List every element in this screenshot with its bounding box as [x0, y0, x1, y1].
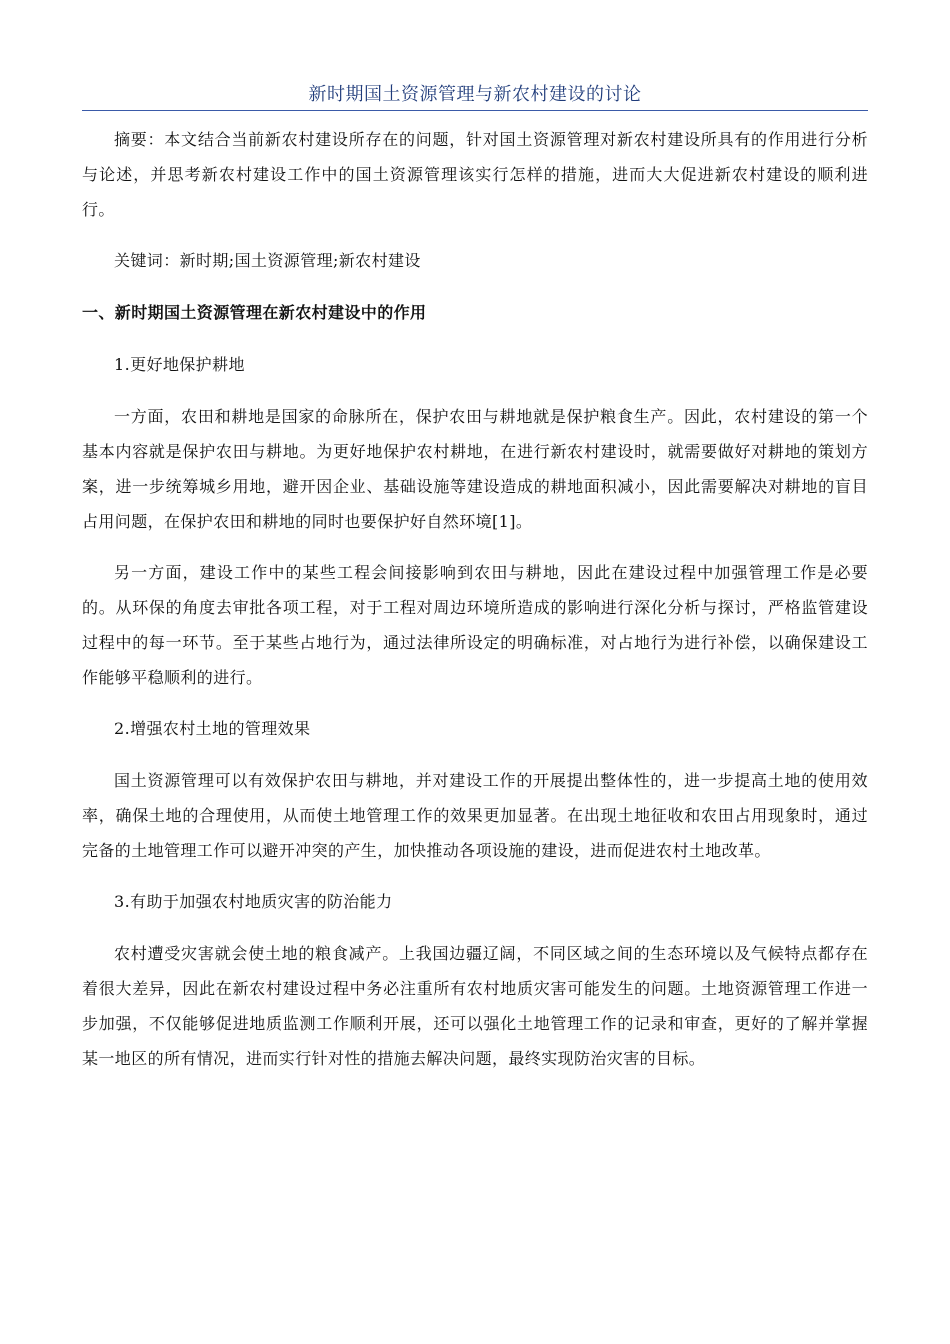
title-divider [82, 110, 868, 111]
subsection-heading: 2.增强农村土地的管理效果 [114, 719, 311, 738]
page-title: 新时期国土资源管理与新农村建设的讨论 [308, 84, 642, 105]
abstract-paragraph: 摘要：本文结合当前新农村建设所存在的问题，针对国土资源管理对新农村建设所具有的作用进行分析与论述，并思考新农村建设工作中的国土资源管理该实行怎样的措施，进而大大促进新农村建设的顺利进行。 [82, 130, 868, 219]
keywords-line: 关键词：新时期;国土资源管理;新农村建设 [114, 251, 421, 270]
body-paragraph: 一方面，农田和耕地是国家的命脉所在，保护农田与耕地就是保护粮食生产。因此，农村建设的第一个基本内容就是保护农田与耕地。为更好地保护农村耕地，在进行新农村建设时，就需要做好对耕地的策划方案，进一步统筹城乡用地，避开因企业、基础设施等建设造成的耕地面积减小，因此需要解决对耕地的盲目占用问题，在保护农田和耕地的同时也要保护好自然环境[1]。 [82, 407, 868, 531]
body-paragraph: 农村遭受灾害就会使土地的粮食减产。上我国边疆辽阔，不同区域之间的生态环境以及气候特点都存在着很大差异，因此在新农村建设过程中务必注重所有农村地质灾害可能发生的问题。土地资源管理工作进一步加强，不仅能够促进地质监测工作顺利开展，还可以强化土地管理工作的记录和审查，更好的了解并掌握某一地区的所有情况，进而实行针对性的措施去解决问题，最终实现防治灾害的目标。 [82, 944, 868, 1068]
document-body [82, 122, 868, 1092]
subsection-heading: 3.有助于加强农村地质灾害的防治能力 [114, 892, 393, 911]
body-paragraph: 另一方面，建设工作中的某些工程会间接影响到农田与耕地，因此在建设过程中加强管理工作是必要的。从环保的角度去审批各项工程，对于工程对周边环境所造成的影响进行深化分析与探讨，严格监管建设过程中的每一环节。至于某些占地行为，通过法律所设定的明确标准，对占地行为进行补偿，以确保建设工作能够平稳顺利的进行。 [82, 563, 868, 687]
section-heading: 一、新时期国土资源管理在新农村建设中的作用 [82, 303, 427, 322]
body-paragraph: 国土资源管理可以有效保护农田与耕地，并对建设工作的开展提出整体性的，进一步提高土地的使用效率，确保土地的合理使用，从而使土地管理工作的效果更加显著。在出现土地征收和农田占用现象时，通过完备的土地管理工作可以避开冲突的产生，加快推动各项设施的建设，进而促进农村土地改革。 [82, 771, 868, 860]
subsection-heading: 1.更好地保护耕地 [114, 355, 245, 374]
